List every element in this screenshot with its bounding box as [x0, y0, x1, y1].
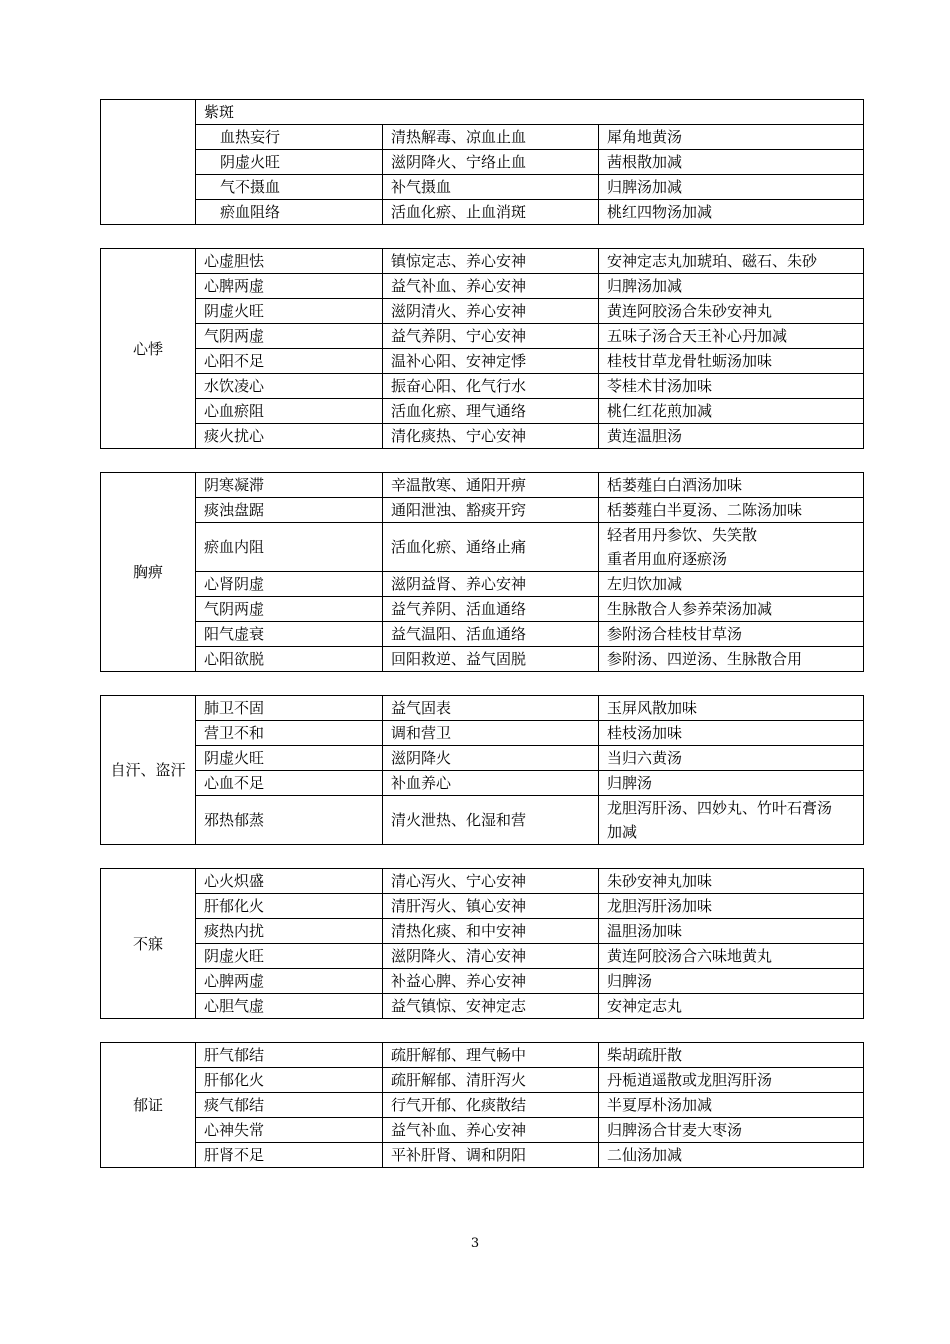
method-cell: 辛温散寒、通阳开痹 [383, 473, 599, 498]
syndrome-table [100, 868, 864, 1019]
method-cell: 振奋心阳、化气行水 [383, 374, 599, 399]
pattern-cell: 心阳不足 [196, 349, 383, 374]
table-row [101, 1143, 864, 1168]
pattern-cell: 心血不足 [196, 771, 383, 796]
formula-cell: 丹栀逍遥散或龙胆泻肝汤 [599, 1068, 864, 1093]
pattern-cell: 营卫不和 [196, 721, 383, 746]
table-row [101, 473, 864, 498]
formula-cell: 苓桂术甘汤加味 [599, 374, 864, 399]
table-row [101, 349, 864, 374]
method-cell: 清心泻火、宁心安神 [383, 869, 599, 894]
table-row [101, 969, 864, 994]
method-cell: 滋阴清火、养心安神 [383, 299, 599, 324]
page-number: 3 [470, 1236, 480, 1251]
pattern-cell: 瘀血阻络 [196, 200, 383, 225]
syndrome-table [100, 695, 864, 845]
formula-cell: 桂枝甘草龙骨牡蛎汤加味 [599, 349, 864, 374]
pattern-cell: 气阴两虚 [196, 324, 383, 349]
table-row [101, 622, 864, 647]
method-cell: 清肝泻火、镇心安神 [383, 894, 599, 919]
method-cell: 益气养阴、活血通络 [383, 597, 599, 622]
table-row [101, 869, 864, 894]
pattern-cell: 血热妄行 [196, 125, 383, 150]
formula-cell: 生脉散合人参养荣汤加减 [599, 597, 864, 622]
pattern-cell: 阴虚火旺 [196, 746, 383, 771]
method-cell: 益气补血、养心安神 [383, 1118, 599, 1143]
pattern-cell: 心阳欲脱 [196, 647, 383, 672]
table-row [101, 1068, 864, 1093]
table-row [101, 944, 864, 969]
method-cell: 疏肝解郁、清肝泻火 [383, 1068, 599, 1093]
formula-cell: 黄连阿胶汤合六味地黄丸 [599, 944, 864, 969]
table-row [101, 1043, 864, 1068]
disease-name-cell: 胸痹 [101, 473, 196, 672]
formula-cell: 桃红四物汤加减 [599, 200, 864, 225]
formula-cell: 参附汤合桂枝甘草汤 [599, 622, 864, 647]
formula-cell: 归脾汤合甘麦大枣汤 [599, 1118, 864, 1143]
formula-cell: 归脾汤 [599, 771, 864, 796]
table-row [101, 894, 864, 919]
pattern-cell: 痰火扰心 [196, 424, 383, 449]
disease-name-cell: 心悸 [101, 249, 196, 449]
pattern-cell: 肝郁化火 [196, 894, 383, 919]
disease-name-cell [101, 100, 196, 225]
formula-cell: 茜根散加减 [599, 150, 864, 175]
pattern-cell: 心火炽盛 [196, 869, 383, 894]
method-cell: 滋阴降火、宁络止血 [383, 150, 599, 175]
table-row [101, 324, 864, 349]
pattern-cell: 痰气郁结 [196, 1093, 383, 1118]
formula-cell: 黄连阿胶汤合朱砂安神丸 [599, 299, 864, 324]
pattern-cell: 瘀血内阻 [196, 523, 383, 572]
table-row [101, 249, 864, 274]
formula-cell: 朱砂安神丸加味 [599, 869, 864, 894]
pattern-cell: 痰热内扰 [196, 919, 383, 944]
pattern-cell: 气阴两虚 [196, 597, 383, 622]
formula-cell: 栝蒌薤白白酒汤加味 [599, 473, 864, 498]
method-cell: 调和营卫 [383, 721, 599, 746]
formula-cell: 温胆汤加味 [599, 919, 864, 944]
formula-cell: 安神定志丸 [599, 994, 864, 1019]
table-row [101, 1093, 864, 1118]
method-cell: 回阳救逆、益气固脱 [383, 647, 599, 672]
method-cell: 清热化痰、和中安神 [383, 919, 599, 944]
formula-cell: 柴胡疏肝散 [599, 1043, 864, 1068]
table-row [101, 523, 864, 572]
section-header-cell: 紫斑 [196, 100, 864, 125]
method-cell: 清热解毒、凉血止血 [383, 125, 599, 150]
formula-cell: 犀角地黄汤 [599, 125, 864, 150]
table-row [101, 150, 864, 175]
pattern-cell: 邪热郁蒸 [196, 796, 383, 845]
pattern-cell: 肝郁化火 [196, 1068, 383, 1093]
method-cell: 滋阴益肾、养心安神 [383, 572, 599, 597]
method-cell: 益气固表 [383, 696, 599, 721]
formula-cell: 五味子汤合天王补心丹加减 [599, 324, 864, 349]
formula-cell: 龙胆泻肝汤、四妙丸、竹叶石膏汤 加减 [599, 796, 864, 845]
formula-cell: 黄连温胆汤 [599, 424, 864, 449]
table-row [101, 424, 864, 449]
table-row [101, 994, 864, 1019]
table-row [101, 771, 864, 796]
pattern-cell: 阴寒凝滞 [196, 473, 383, 498]
table-row [101, 572, 864, 597]
table-row [101, 796, 864, 845]
method-cell: 通阳泄浊、豁痰开窍 [383, 498, 599, 523]
table-row [101, 374, 864, 399]
pattern-cell: 肝肾不足 [196, 1143, 383, 1168]
pattern-cell: 心虚胆怯 [196, 249, 383, 274]
pattern-cell: 肺卫不固 [196, 696, 383, 721]
syndrome-table [100, 472, 864, 672]
pattern-cell: 阳气虚衰 [196, 622, 383, 647]
pattern-cell: 心脾两虚 [196, 274, 383, 299]
formula-cell: 归脾汤加减 [599, 274, 864, 299]
disease-name-cell: 郁证 [101, 1043, 196, 1168]
method-cell: 益气补血、养心安神 [383, 274, 599, 299]
formula-cell: 当归六黄汤 [599, 746, 864, 771]
table-row [101, 299, 864, 324]
pattern-cell: 气不摄血 [196, 175, 383, 200]
pattern-cell: 心脾两虚 [196, 969, 383, 994]
method-cell: 平补肝肾、调和阴阳 [383, 1143, 599, 1168]
method-cell: 补血养心 [383, 771, 599, 796]
method-cell: 益气养阴、宁心安神 [383, 324, 599, 349]
method-cell: 镇惊定志、养心安神 [383, 249, 599, 274]
method-cell: 清火泄热、化湿和营 [383, 796, 599, 845]
pattern-cell: 肝气郁结 [196, 1043, 383, 1068]
table-row [101, 647, 864, 672]
table-row [101, 696, 864, 721]
disease-name-cell: 不寐 [101, 869, 196, 1019]
pattern-cell: 水饮凌心 [196, 374, 383, 399]
table-row [101, 200, 864, 225]
formula-cell: 桂枝汤加味 [599, 721, 864, 746]
pattern-cell: 心胆气虚 [196, 994, 383, 1019]
syndrome-table [100, 1042, 864, 1168]
formula-cell: 桃仁红花煎加减 [599, 399, 864, 424]
method-cell: 益气镇惊、安神定志 [383, 994, 599, 1019]
disease-name-cell: 自汗、盗汗 [101, 696, 196, 845]
method-cell: 行气开郁、化痰散结 [383, 1093, 599, 1118]
table-row [101, 597, 864, 622]
method-cell: 活血化瘀、理气通络 [383, 399, 599, 424]
pattern-cell: 阴虚火旺 [196, 944, 383, 969]
formula-cell: 参附汤、四逆汤、生脉散合用 [599, 647, 864, 672]
formula-cell: 轻者用丹参饮、失笑散 重者用血府逐瘀汤 [599, 523, 864, 572]
pattern-cell: 阴虚火旺 [196, 299, 383, 324]
pattern-cell: 阴虚火旺 [196, 150, 383, 175]
formula-cell: 玉屏风散加味 [599, 696, 864, 721]
document-tables [100, 99, 863, 1191]
formula-cell: 归脾汤 [599, 969, 864, 994]
pattern-cell: 心神失常 [196, 1118, 383, 1143]
method-cell: 补益心脾、养心安神 [383, 969, 599, 994]
table-row [101, 919, 864, 944]
formula-cell: 安神定志丸加琥珀、磁石、朱砂 [599, 249, 864, 274]
table-row [101, 746, 864, 771]
formula-cell: 二仙汤加减 [599, 1143, 864, 1168]
formula-cell: 归脾汤加减 [599, 175, 864, 200]
method-cell: 清化痰热、宁心安神 [383, 424, 599, 449]
method-cell: 疏肝解郁、理气畅中 [383, 1043, 599, 1068]
formula-cell: 半夏厚朴汤加减 [599, 1093, 864, 1118]
method-cell: 滋阴降火 [383, 746, 599, 771]
pattern-cell: 心肾阴虚 [196, 572, 383, 597]
syndrome-table [100, 99, 864, 225]
method-cell: 温补心阳、安神定悸 [383, 349, 599, 374]
pattern-cell: 痰浊盘踞 [196, 498, 383, 523]
table-row [101, 721, 864, 746]
table-row [101, 125, 864, 150]
formula-cell: 栝蒌薤白半夏汤、二陈汤加味 [599, 498, 864, 523]
formula-cell: 龙胆泻肝汤加味 [599, 894, 864, 919]
method-cell: 滋阴降火、清心安神 [383, 944, 599, 969]
method-cell: 补气摄血 [383, 175, 599, 200]
table-row [101, 1118, 864, 1143]
table-row [101, 399, 864, 424]
table-row [101, 274, 864, 299]
formula-cell: 左归饮加减 [599, 572, 864, 597]
method-cell: 益气温阳、活血通络 [383, 622, 599, 647]
table-row [101, 498, 864, 523]
table-row [101, 100, 864, 125]
table-row [101, 175, 864, 200]
syndrome-table [100, 248, 864, 449]
method-cell: 活血化瘀、通络止痛 [383, 523, 599, 572]
pattern-cell: 心血瘀阻 [196, 399, 383, 424]
method-cell: 活血化瘀、止血消斑 [383, 200, 599, 225]
